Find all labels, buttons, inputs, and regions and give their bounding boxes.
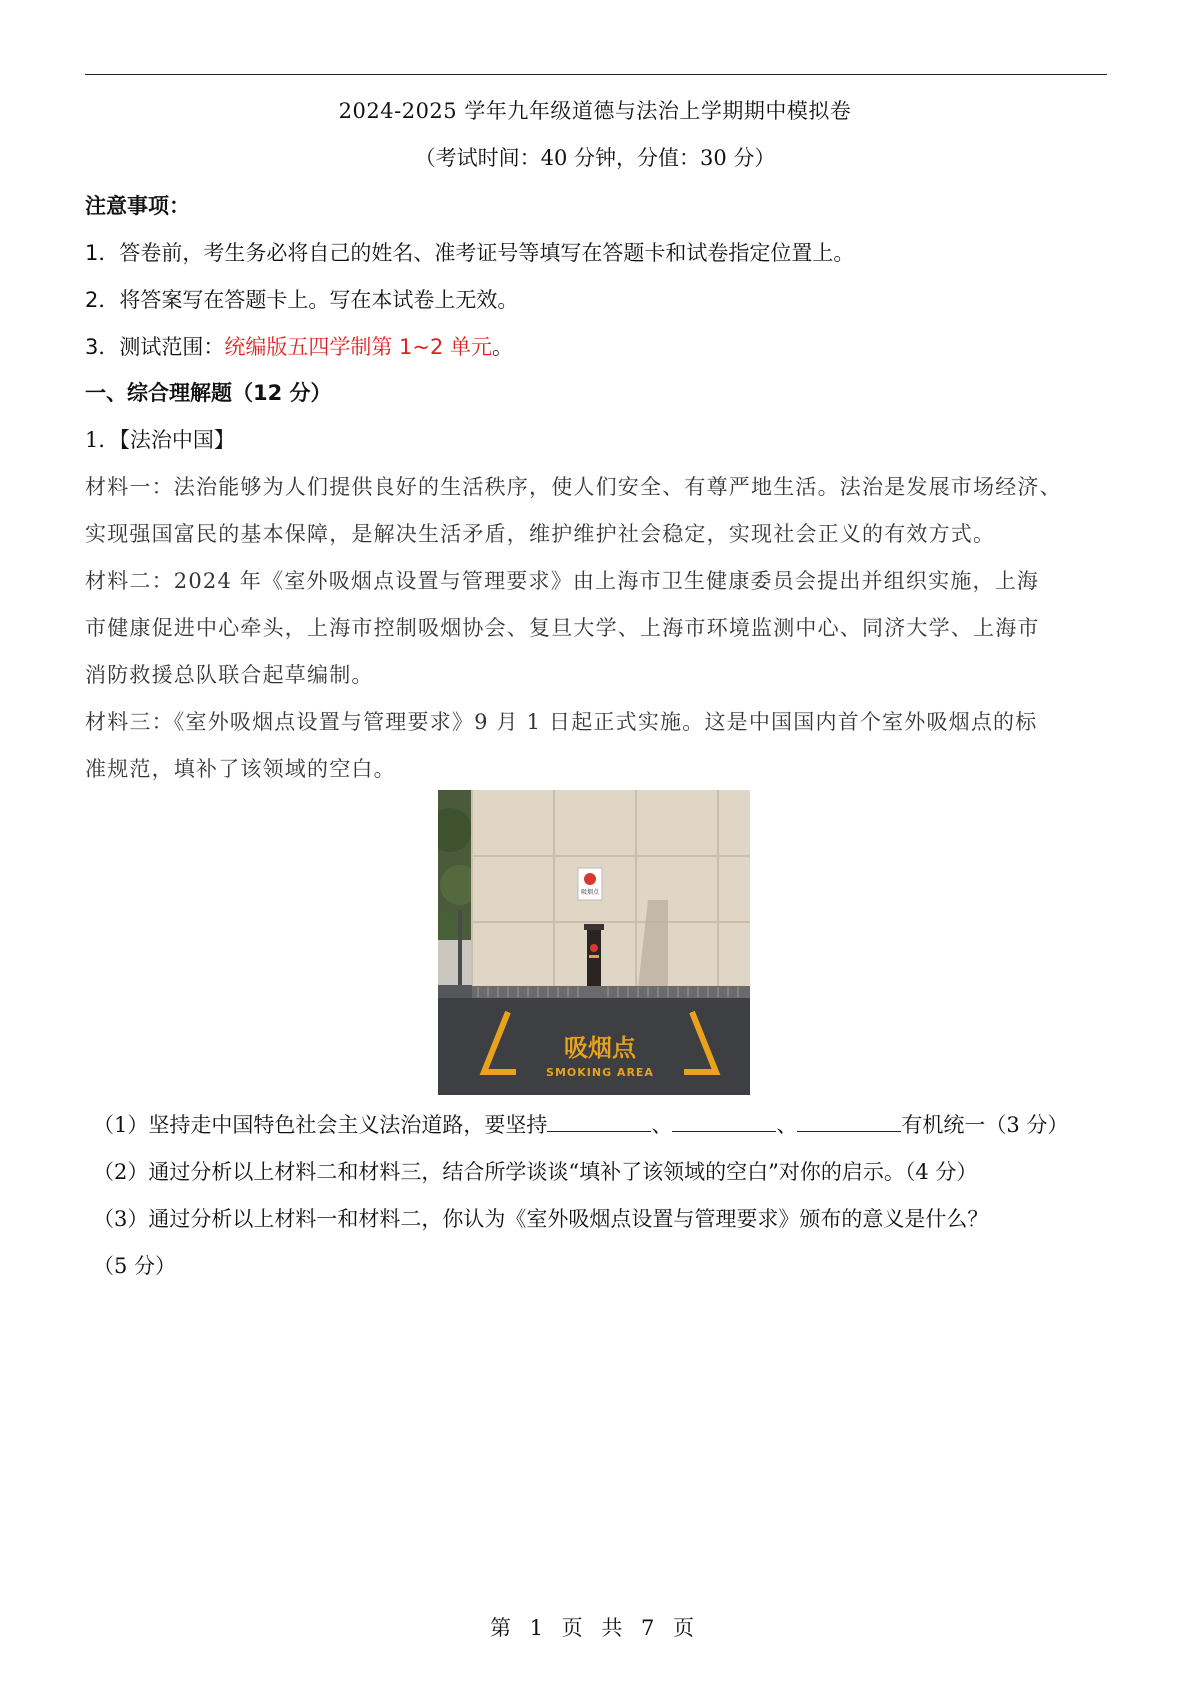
material-3-line-2: 准规范，填补了该领域的空白。 (85, 757, 396, 781)
material-1-line-2: 实现强国富民的基本保障，是解决生活矛盾，维护维护社会稳定，实现社会正义的有效方式。 (85, 522, 996, 546)
notes-item-3 (85, 331, 513, 361)
answer-blank-1[interactable] (547, 1113, 651, 1132)
exam-subtitle: （考试时间：40 分钟，分值：30 分） (414, 146, 776, 170)
sub-question-2: （2）通过分析以上材料二和材料三，结合所学谈谈“填补了该领域的空白”对你的启示。（4 分） (93, 1160, 978, 1184)
ground-label: 吸烟点 (564, 1034, 636, 1062)
notes-item-3-prefix: 3．测试范围： (85, 335, 225, 359)
notes-item-1: 1．答卷前，考生务必将自己的姓名、准考证号等填写在答题卡和试卷指定位置上。 (85, 241, 855, 265)
sub-question-1 (93, 1109, 1068, 1139)
sub-question-1-prefix: （1）坚持走中国特色社会主义法治道路，要坚持 (93, 1113, 548, 1137)
section-heading: 一、综合理解题（12 分） (85, 381, 332, 405)
material-2-line-1: 材料二：2024 年《室外吸烟点设置与管理要求》由上海市卫生健康委员会提出并组织实施，上海 (85, 569, 1040, 593)
sub-question-3-line-2: （5 分） (93, 1254, 177, 1278)
wall-sign-label: 吸烟点 (580, 889, 600, 896)
notes-item-2: 2．将答案写在答题卡上。写在本试卷上无效。 (85, 288, 519, 312)
material-1-line-1: 材料一：法治能够为人们提供良好的生活秩序，使人们安全、有尊严地生活。法治是发展市场经济、 (85, 475, 1062, 499)
material-2-line-2: 市健康促进中心牵头，上海市控制吸烟协会、复旦大学、上海市环境监测中心、同济大学、上海市 (85, 616, 1040, 640)
notes-item-3-suffix: 。 (492, 335, 514, 359)
answer-blank-2[interactable] (672, 1113, 776, 1132)
question-1-title: 1．【法治中国】 (85, 428, 235, 452)
material-3-line-1: 材料三：《室外吸烟点设置与管理要求》9 月 1 日起正式实施。这是中国国内首个室外吸烟点的标 (85, 710, 1038, 734)
sub-question-1-sep-2: 、 (776, 1113, 798, 1137)
exam-title: 2024-2025 学年九年级道德与法治上学期期中模拟卷 (338, 99, 852, 123)
sub-question-1-sep-1: 、 (651, 1113, 673, 1137)
notes-heading: 注意事项： (85, 194, 190, 218)
material-2-line-3: 消防救援总队联合起草编制。 (85, 663, 374, 687)
sub-question-3-line-1: （3）通过分析以上材料一和材料二，你认为《室外吸烟点设置与管理要求》颁布的意义是什么？ (93, 1207, 989, 1231)
sub-question-1-suffix: 有机统一（3 分） (901, 1113, 1069, 1137)
answer-blank-3[interactable] (797, 1113, 901, 1132)
test-scope: 统编版五四学制第 1~2 单元 (224, 335, 493, 359)
top-rule (85, 74, 1107, 75)
smoking-area-photo (438, 790, 750, 1095)
ground-label-en: SMOKING AREA (546, 1066, 654, 1079)
page-number: 第 1 页 共 7 页 (489, 1616, 701, 1640)
smoking-area-illustration (438, 790, 750, 1095)
